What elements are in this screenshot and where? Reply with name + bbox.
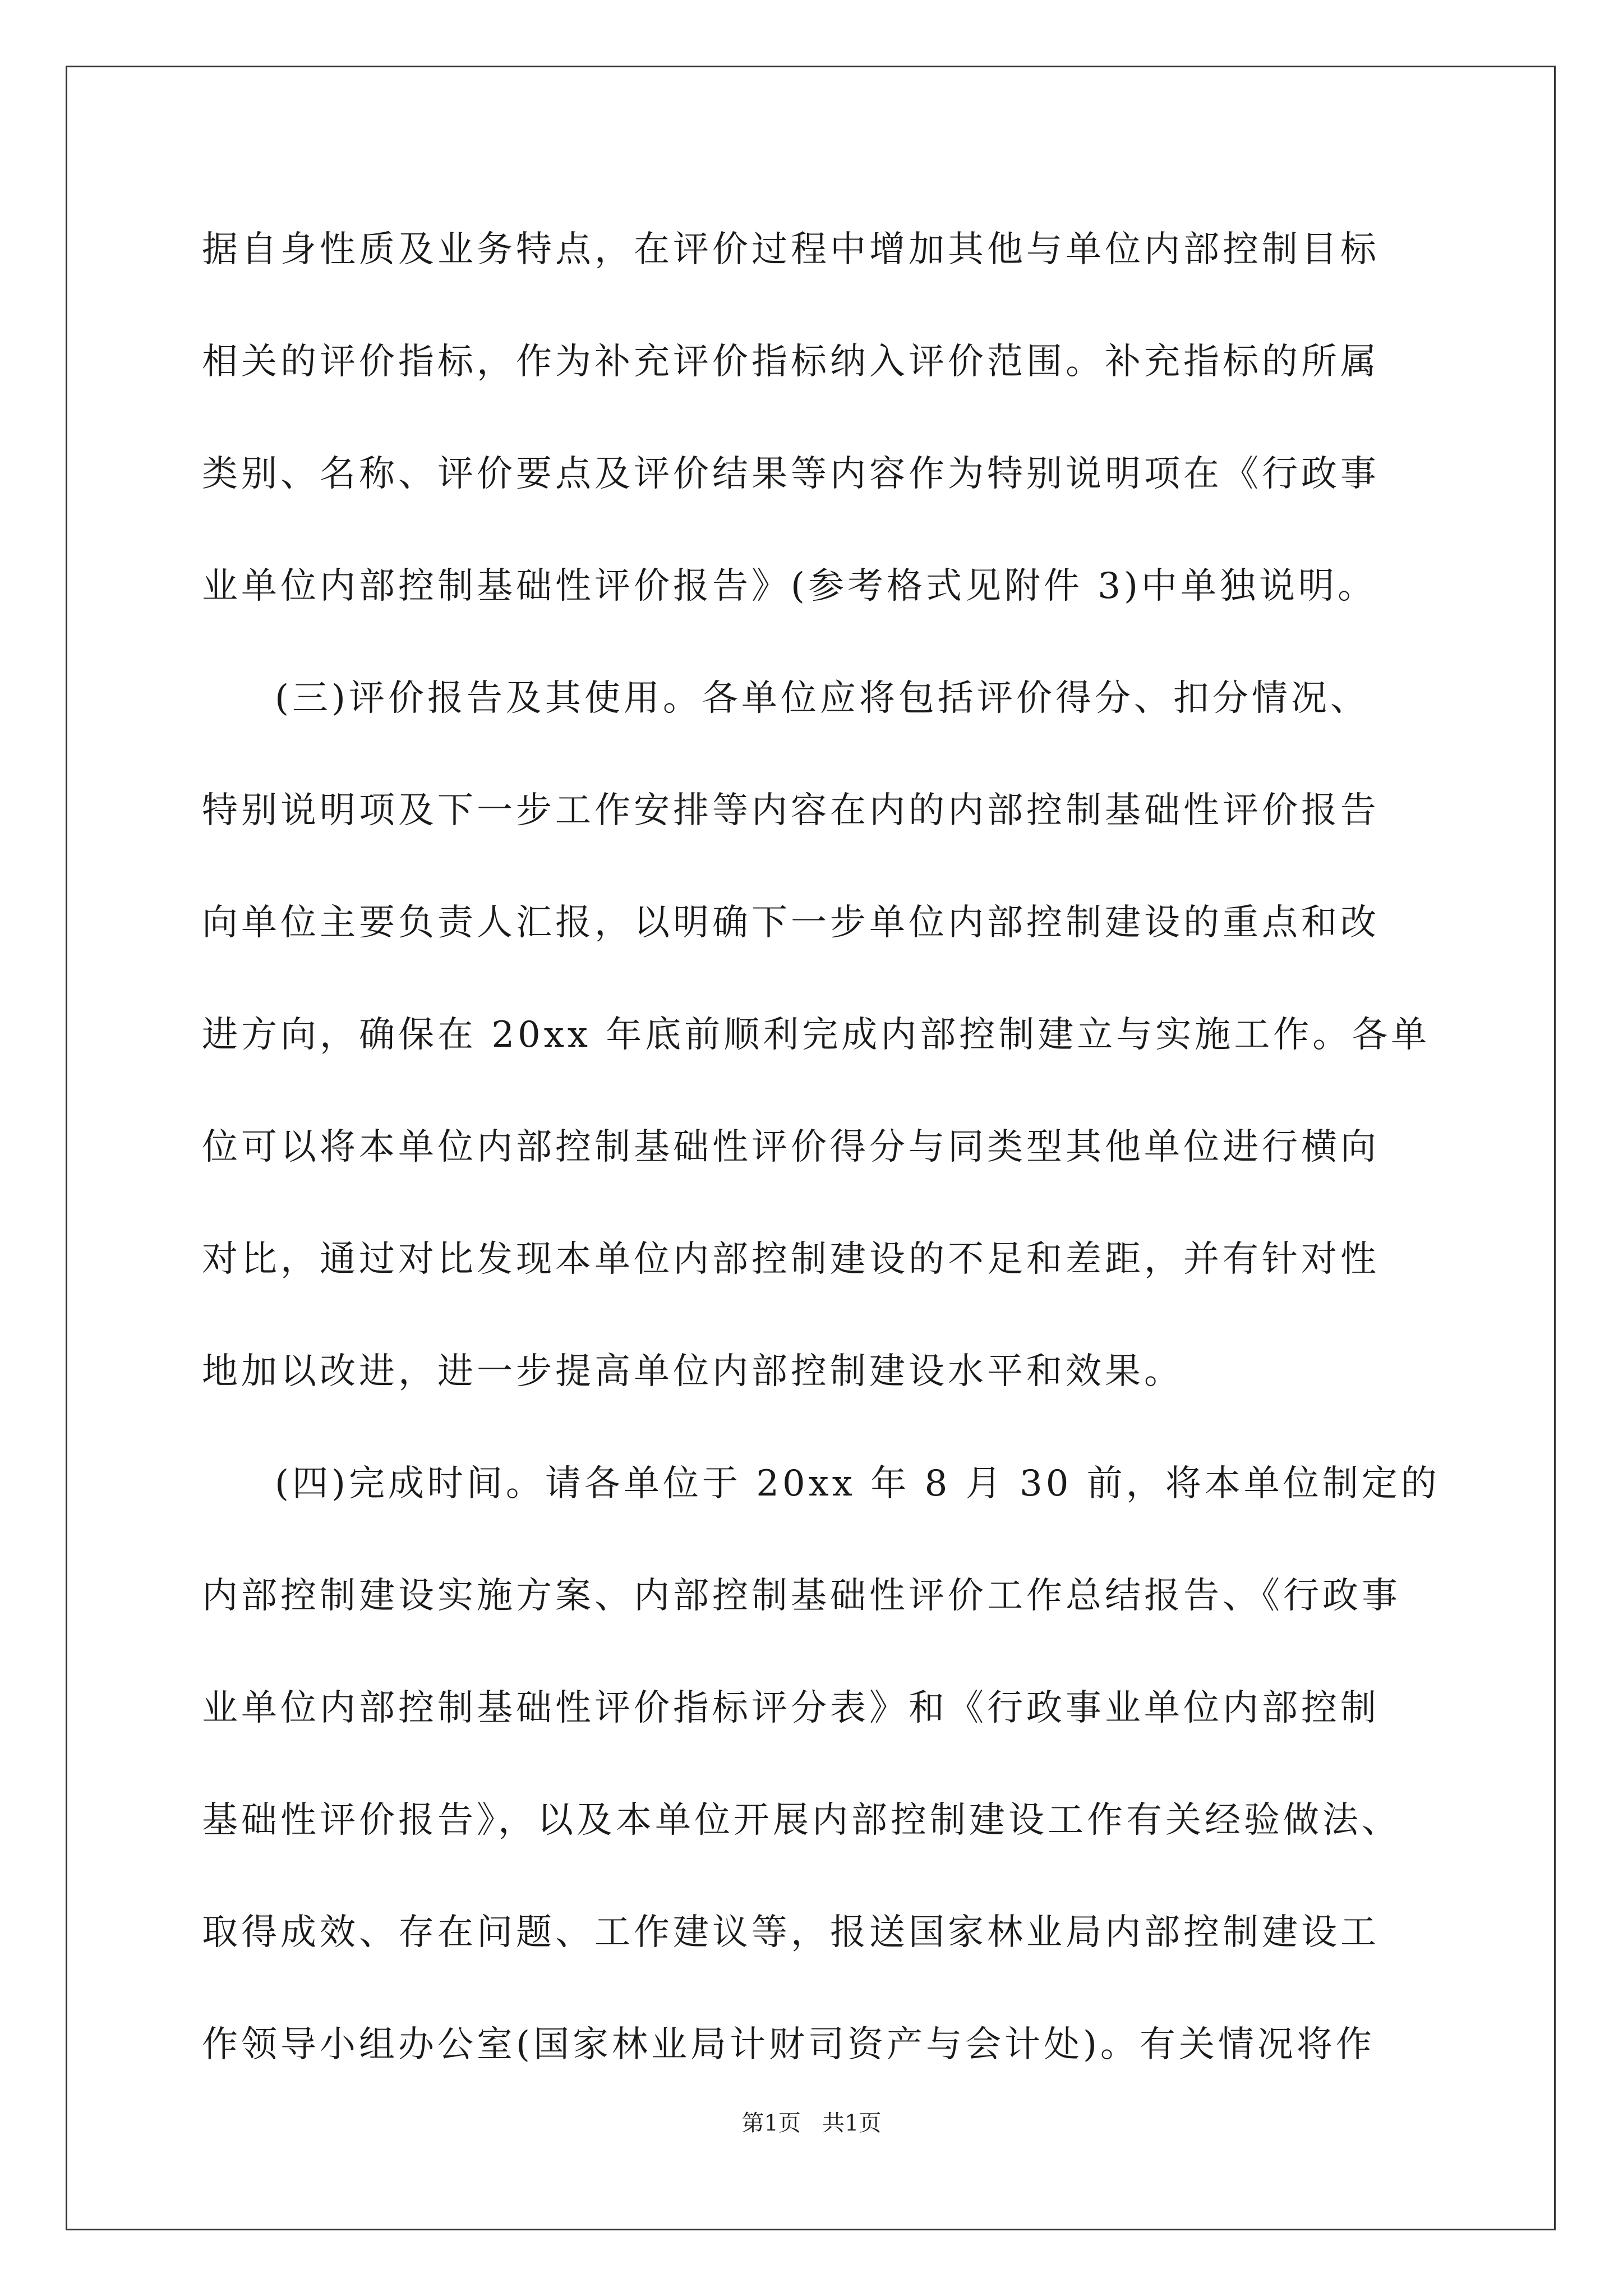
text-line: 对比，通过对比发现本单位内部控制建设的不足和差距，并有针对性 <box>202 1239 1380 1280</box>
text-line: 取得成效、存在问题、工作建议等，报送国家林业局内部控制建设工 <box>202 1912 1380 1953</box>
text-line: 向单位主要负责人汇报，以明确下一步单位内部控制建设的重点和改 <box>202 902 1380 944</box>
text-line: 相关的评价指标，作为补充评价指标纳入评价范围。补充指标的所属 <box>202 341 1380 383</box>
paragraph-heading-line: (三)评价报告及其使用。各单位应将包括评价得分、扣分情况、 <box>275 678 1370 719</box>
text-line: 进方向，确保在 20xx 年底前顺利完成内部控制建立与实施工作。各单 <box>202 1014 1431 1056</box>
text-line: 业单位内部控制基础性评价指标评分表》和《行政事业单位内部控制 <box>202 1687 1380 1729</box>
text-line: 类别、名称、评价要点及评价结果等内容作为特别说明项在《行政事 <box>202 453 1380 495</box>
text-line: 基础性评价报告》，以及本单位开展内部控制建设工作有关经验做法、 <box>202 1800 1401 1841</box>
text-line: 作领导小组办公室(国家林业局计财司资产与会计处)。有关情况将作 <box>202 2024 1375 2065</box>
page-footer: 第1页 共1页 <box>741 2110 882 2136</box>
text-line: 位可以将本单位内部控制基础性评价得分与同类型其他单位进行横向 <box>202 1126 1380 1168</box>
text-line: 据自身性质及业务特点，在评价过程中增加其他与单位内部控制目标 <box>202 229 1380 270</box>
text-line: 内部控制建设实施方案、内部控制基础性评价工作总结报告、《行政事 <box>202 1575 1401 1617</box>
text-line: 特别说明项及下一步工作安排等内容在内的内部控制基础性评价报告 <box>202 790 1380 831</box>
text-line: 地加以改进，进一步提高单位内部控制建设水平和效果。 <box>202 1351 1183 1392</box>
paragraph-heading-line: (四)完成时间。请各单位于 20xx 年 8 月 30 前，将本单位制定的 <box>275 1463 1440 1504</box>
text-line: 业单位内部控制基础性评价报告》(参考格式见附件 3)中单独说明。 <box>202 565 1377 607</box>
